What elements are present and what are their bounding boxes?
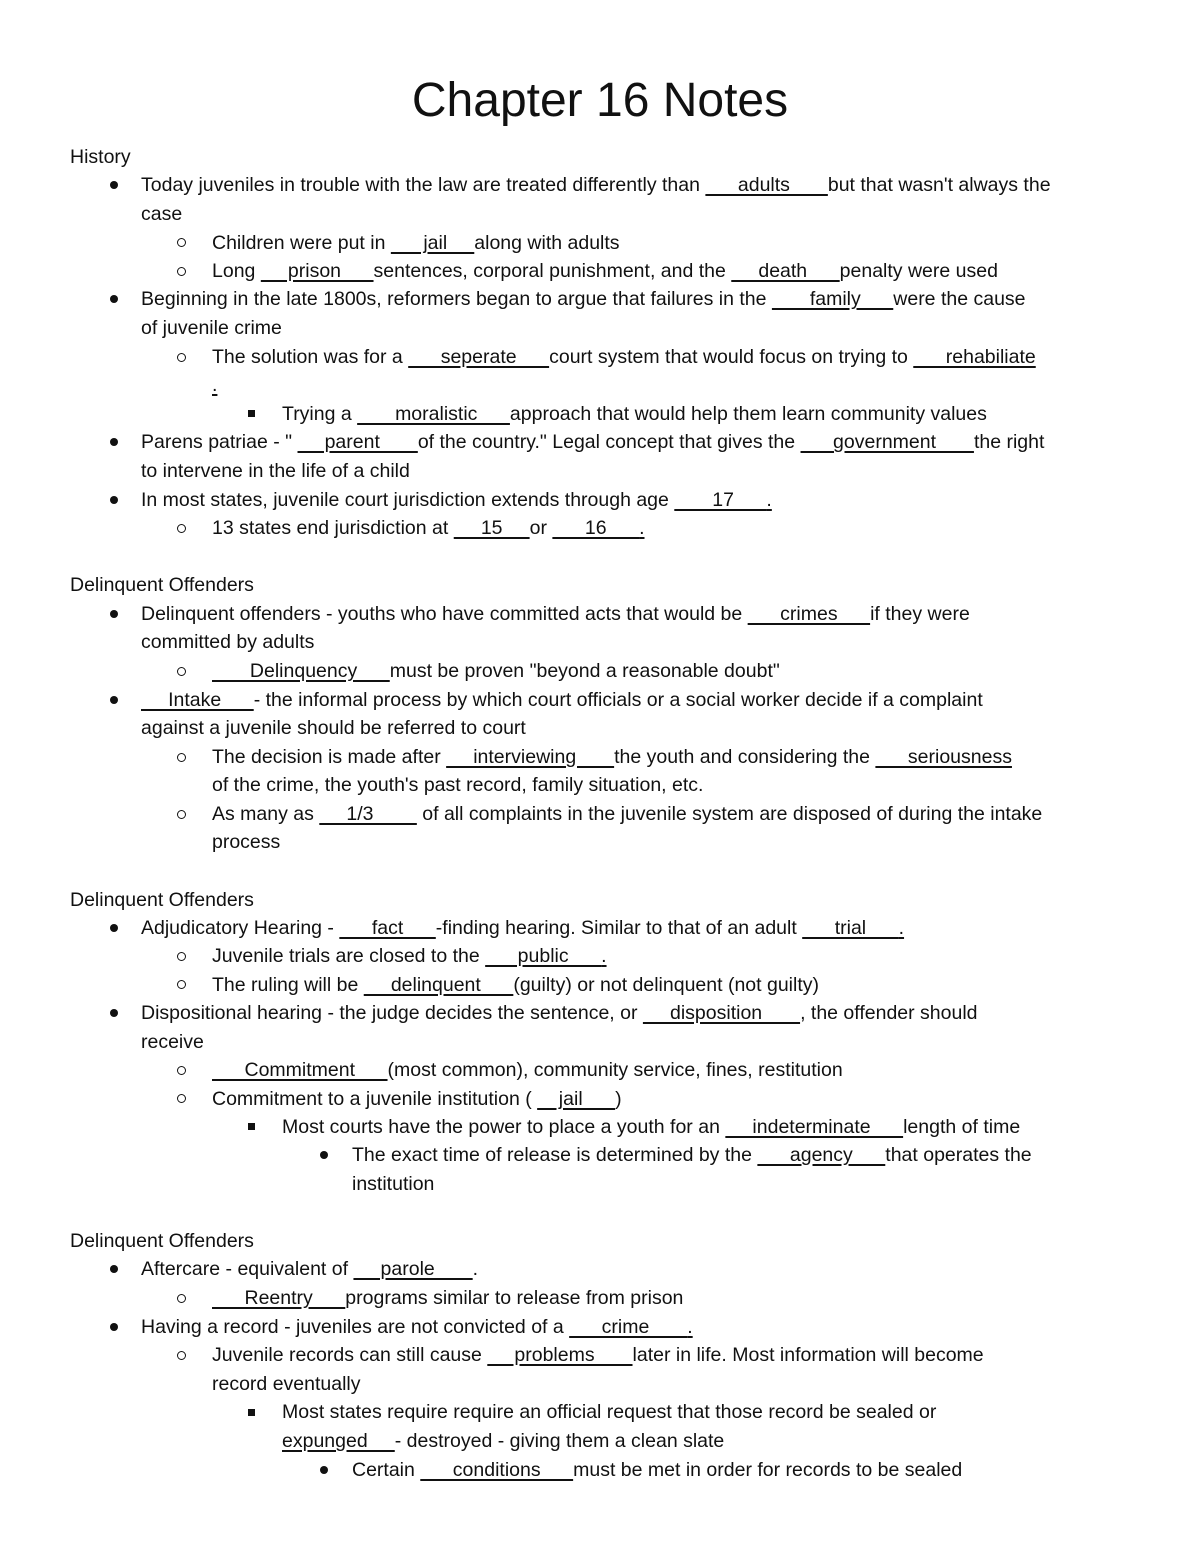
- list-item-continued: record eventually: [212, 1373, 361, 1395]
- list-item: Dispositional hearing - the judge decides the sentence, or disposition , the offender should: [141, 1002, 978, 1024]
- list-item-continued: receive: [141, 1031, 204, 1053]
- list-item: Children were put in jail along with adults: [212, 232, 620, 254]
- list-item-continued: expunged - destroyed - giving them a clean slate: [282, 1430, 725, 1452]
- list-item: Delinquent offenders - youths who have committed acts that would be crimes if they were: [141, 603, 970, 625]
- list-item: Juvenile trials are closed to the public .: [212, 945, 607, 967]
- list-item-continued: process: [212, 831, 281, 853]
- list-item: Beginning in the late 1800s, reformers began to argue that failures in the family were the cause: [141, 288, 1026, 310]
- list-item: Adjudicatory Hearing - fact -finding hearing. Similar to that of an adult trial .: [141, 917, 905, 939]
- list-item: Parens patriae - " parent of the country." Legal concept that gives the government the right: [141, 431, 1045, 453]
- list-item: The exact time of release is determined by the agency that operates the: [352, 1144, 1032, 1166]
- bullet-disc: [320, 1151, 328, 1159]
- section-heading-delinquent-offenders: Delinquent Offenders: [70, 574, 254, 596]
- list-item: Trying a moralistic approach that would help them learn community values: [282, 403, 987, 425]
- bullet-circle: [177, 267, 186, 276]
- list-item-continued: to intervene in the life of a child: [141, 460, 410, 482]
- bullet-circle: [177, 524, 186, 533]
- list-item: Commitment (most common), community service, fines, restitution: [212, 1059, 843, 1081]
- section-heading-delinquent-offenders: Delinquent Offenders: [70, 1230, 254, 1252]
- bullet-square: [248, 410, 255, 417]
- list-item-continued: of juvenile crime: [141, 317, 282, 339]
- list-item: The solution was for a seperate court system that would focus on trying to rehabiliate: [212, 346, 1036, 368]
- list-item: Most courts have the power to place a youth for an indeterminate length of time: [282, 1116, 1021, 1138]
- section-heading-delinquent-offenders: Delinquent Offenders: [70, 889, 254, 911]
- bullet-disc: [110, 1009, 118, 1017]
- bullet-circle: [177, 810, 186, 819]
- bullet-disc: [110, 924, 118, 932]
- bullet-disc: [320, 1466, 328, 1474]
- section-heading-history: History: [70, 146, 131, 168]
- list-item-continued: institution: [352, 1173, 435, 1195]
- list-item: The ruling will be delinquent (guilty) or not delinquent (not guilty): [212, 974, 819, 996]
- list-item-continued: against a juvenile should be referred to court: [141, 717, 526, 739]
- page-title: Chapter 16 Notes: [411, 74, 789, 127]
- bullet-circle: [177, 980, 186, 989]
- list-item: Certain conditions must be met in order for records to be sealed: [352, 1459, 963, 1481]
- bullet-disc: [110, 496, 118, 504]
- bullet-circle: [177, 753, 186, 762]
- bullet-circle: [177, 1351, 186, 1360]
- list-item: Having a record - juveniles are not convicted of a crime .: [141, 1316, 693, 1338]
- bullet-circle: [177, 1094, 186, 1103]
- list-item: Today juveniles in trouble with the law are treated differently than adults but that wasn't always the: [141, 174, 1051, 196]
- list-item: In most states, juvenile court jurisdiction extends through age 17 .: [141, 489, 772, 511]
- list-item: Long prison sentences, corporal punishment, and the death penalty were used: [212, 260, 998, 282]
- list-item: The decision is made after interviewing the youth and considering the seriousness: [212, 746, 1012, 768]
- bullet-circle: [177, 952, 186, 961]
- bullet-disc: [110, 295, 118, 303]
- list-item: Most states require require an official request that those record be sealed or: [282, 1401, 937, 1423]
- list-item-continued: .: [212, 374, 218, 396]
- list-item: Aftercare - equivalent of parole .: [141, 1258, 479, 1280]
- bullet-disc: [110, 1323, 118, 1331]
- list-item: 13 states end jurisdiction at 15 or 16 .: [212, 517, 645, 539]
- bullet-disc: [110, 181, 118, 189]
- bullet-disc: [110, 696, 118, 704]
- list-item: Intake - the informal process by which court officials or a social worker decide if a complaint: [141, 689, 983, 711]
- list-item: Delinquency must be proven "beyond a reasonable doubt": [212, 660, 780, 682]
- bullet-circle: [177, 1294, 186, 1303]
- list-item: Reentry programs similar to release from prison: [212, 1287, 684, 1309]
- bullet-disc: [110, 438, 118, 446]
- bullet-square: [248, 1123, 255, 1130]
- bullet-disc: [110, 610, 118, 618]
- bullet-square: [248, 1409, 255, 1416]
- bullet-circle: [177, 1066, 186, 1075]
- bullet-circle: [177, 353, 186, 362]
- bullet-circle: [177, 667, 186, 676]
- list-item-continued: case: [141, 203, 183, 225]
- list-item-continued: committed by adults: [141, 631, 315, 653]
- list-item-continued: of the crime, the youth's past record, family situation, etc.: [212, 774, 704, 796]
- bullet-circle: [177, 238, 186, 247]
- list-item: Commitment to a juvenile institution ( jail ): [212, 1088, 622, 1110]
- list-item: As many as 1/3 of all complaints in the juvenile system are disposed of during the intake: [212, 803, 1043, 825]
- list-item: Juvenile records can still cause problems later in life. Most information will become: [212, 1344, 984, 1366]
- bullet-disc: [110, 1265, 118, 1273]
